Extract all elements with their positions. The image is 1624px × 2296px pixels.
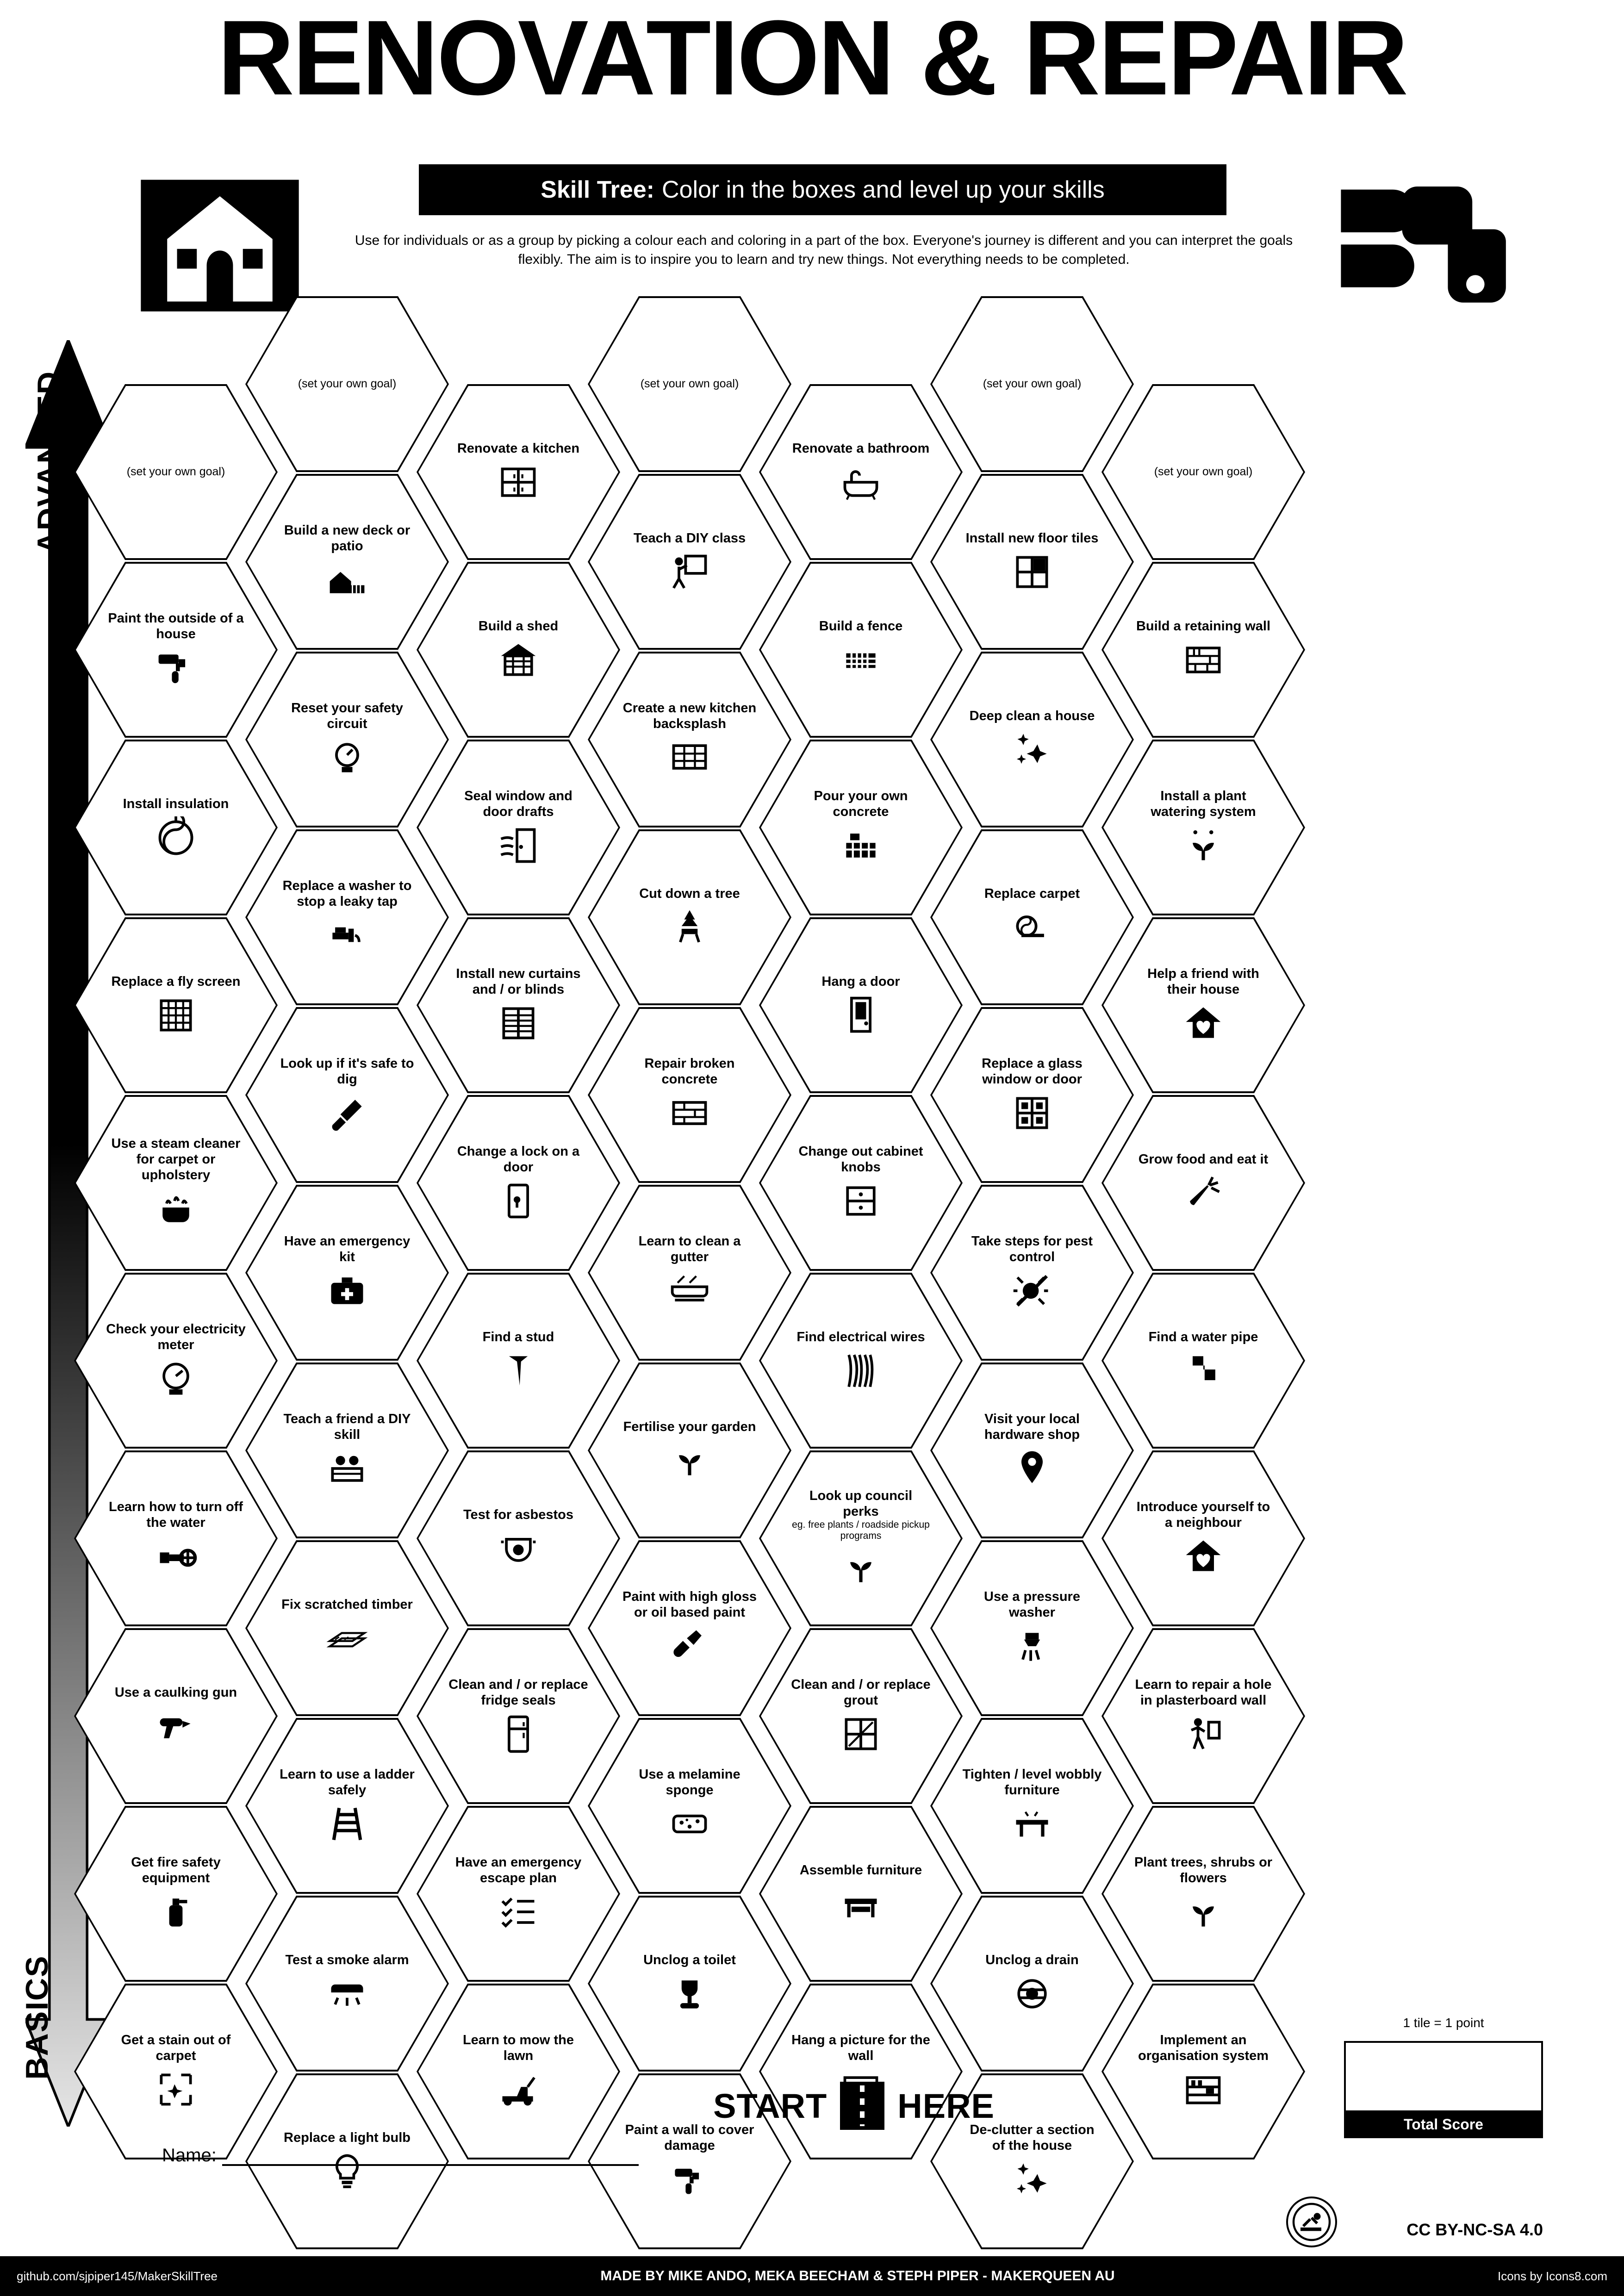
skill-label: Plant trees, shrubs or flowers xyxy=(1134,1854,1273,1885)
skill-label: (set your own goal) xyxy=(298,377,397,391)
map-pin-icon xyxy=(1011,1447,1053,1490)
backsplash-tiles-icon xyxy=(668,736,711,779)
road-icon xyxy=(840,2082,884,2130)
skill-label: Hang a picture for the wall xyxy=(791,2032,930,2063)
skill-label: Repair broken concrete xyxy=(644,1056,735,1087)
toilet-plunger-icon xyxy=(668,1972,711,2015)
steam-cleaner-icon xyxy=(155,1188,197,1230)
blinds-icon xyxy=(497,1002,540,1045)
skill-label: Get fire safety equipment xyxy=(131,1854,221,1885)
stain-removal-icon xyxy=(155,2068,197,2111)
skill-label: Install new curtains and / or blinds xyxy=(456,966,581,997)
start-here-banner xyxy=(680,2078,1027,2134)
skill-label: Replace a fly screen xyxy=(111,974,241,989)
skill-label: De-clutter a section of the house xyxy=(970,2122,1095,2153)
kitchen-cabinet-icon xyxy=(497,461,540,504)
skill-label: Change a lock on a door xyxy=(457,1144,580,1175)
skill-hex-7-6[interactable] xyxy=(1101,1273,1305,1449)
hex-content xyxy=(1101,1273,1305,1449)
total-score-box[interactable] xyxy=(1344,2041,1543,2138)
footer-center: MADE BY MIKE ANDO, MEKA BEECHAM & STEPH PIPER - MAKERQUEEN AU xyxy=(600,2268,1115,2284)
skill-label: Cut down a tree xyxy=(639,886,740,901)
meter-gauge-icon xyxy=(155,1357,197,1400)
hex-content xyxy=(1101,1628,1305,1804)
fire-extinguisher-icon xyxy=(155,1891,197,1933)
skill-label: Unclog a toilet xyxy=(643,1952,736,1967)
window-icon xyxy=(1011,1092,1053,1134)
skill-label: Learn to clean a gutter xyxy=(638,1233,741,1264)
skill-label: Install insulation xyxy=(123,796,229,811)
hex-content xyxy=(1101,1095,1305,1271)
skill-label: Use a caulking gun xyxy=(114,1685,237,1700)
shovel-icon xyxy=(326,1092,368,1134)
hex-content xyxy=(1101,384,1305,560)
shed-icon xyxy=(497,639,540,681)
fridge-icon xyxy=(497,1713,540,1755)
door-lock-icon xyxy=(497,1180,540,1222)
door-draft-icon xyxy=(497,824,540,867)
teach-friend-icon xyxy=(326,1447,368,1490)
pressure-washer-icon xyxy=(1011,1625,1053,1668)
skill-sublabel: eg. free plants / roadside pickup programs xyxy=(792,1519,930,1542)
house-heart-icon xyxy=(1182,1002,1225,1045)
skill-label: Renovate a kitchen xyxy=(457,441,580,456)
hex-content xyxy=(1101,1450,1305,1626)
skill-hex-7-5[interactable] xyxy=(1101,1095,1305,1271)
floor-tiles-icon xyxy=(1011,551,1053,593)
checklist-icon xyxy=(497,1891,540,1933)
presenter-icon xyxy=(668,551,711,593)
ladder-icon xyxy=(326,1803,368,1845)
skill-label: Pour your own concrete xyxy=(814,788,908,819)
page-footer xyxy=(0,2256,1624,2296)
skill-hex-7-3[interactable] xyxy=(1101,740,1305,915)
skill-label: Seal window and door drafts xyxy=(464,788,572,819)
bathtub-icon xyxy=(840,461,882,504)
page-title: RENOVATION & REPAIR xyxy=(217,0,1407,117)
hex-content xyxy=(1101,1984,1305,2159)
footer-right[interactable]: Icons by Icons8.com xyxy=(1497,2269,1607,2283)
skill-label: Grow food and eat it xyxy=(1138,1151,1269,1167)
skill-label: Install a plant watering system xyxy=(1151,788,1256,819)
shelving-icon xyxy=(1182,2068,1225,2111)
hex-content xyxy=(1101,1806,1305,1982)
skill-label: Use a steam cleaner for carpet or upholstery xyxy=(111,1136,241,1183)
paint-brush-small-icon xyxy=(668,1625,711,1668)
skill-label: Hang a door xyxy=(821,974,900,989)
skill-label: Assemble furniture xyxy=(799,1862,922,1878)
skill-hex-7-4[interactable] xyxy=(1101,917,1305,1093)
skill-label: Look up council perks xyxy=(809,1488,913,1519)
sparkle-clean-icon xyxy=(1011,728,1053,771)
skill-label: Clean and / or replace fridge seals xyxy=(448,1677,588,1708)
plant-sprout-icon xyxy=(1182,1891,1225,1933)
brick-wall-icon xyxy=(1182,639,1225,681)
subtitle-lead: Skill Tree: xyxy=(541,176,654,203)
here-label: HERE xyxy=(897,2086,995,2125)
cabinet-knobs-icon xyxy=(840,1180,882,1222)
tree-stump-icon xyxy=(668,906,711,949)
skill-label: Find electrical wires xyxy=(796,1329,925,1344)
skill-label: Reset your safety circuit xyxy=(291,700,403,731)
skill-label: Have an emergency escape plan xyxy=(455,1854,582,1885)
nail-icon xyxy=(497,1350,540,1392)
carrot-icon xyxy=(1182,1172,1225,1214)
skill-label: (set your own goal) xyxy=(126,465,225,479)
skill-label: Use a melamine sponge xyxy=(639,1767,740,1798)
name-input-rule[interactable] xyxy=(222,2163,639,2166)
skill-label: Use a pressure washer xyxy=(984,1589,1080,1620)
hex-content xyxy=(1101,917,1305,1093)
timber-planks-icon xyxy=(326,1617,368,1660)
respirator-mask-icon xyxy=(497,1527,540,1570)
axis-label-advanced: ADVANCED xyxy=(31,370,66,554)
skill-label: Build a shed xyxy=(478,618,559,634)
skill-label: Take steps for pest control xyxy=(971,1233,1093,1264)
hex-content xyxy=(1101,562,1305,738)
skill-label: (set your own goal) xyxy=(1154,465,1253,479)
fence-icon xyxy=(840,639,882,681)
license-text: CC BY-NC-SA 4.0 xyxy=(1406,2220,1543,2239)
score-note: 1 tile = 1 point xyxy=(1403,2016,1484,2030)
door-icon xyxy=(840,994,882,1037)
skill-label: Find a water pipe xyxy=(1148,1329,1258,1344)
gutter-icon xyxy=(668,1269,711,1312)
insulation-roll-icon xyxy=(155,816,197,859)
skill-label: Learn to mow the lawn xyxy=(462,2032,574,2063)
grout-tile-icon xyxy=(840,1713,882,1755)
furniture-table-icon xyxy=(840,1883,882,1925)
skill-label: Paint the outside of a house xyxy=(108,610,244,641)
skill-label: Introduce yourself to a neighbour xyxy=(1136,1499,1270,1530)
plant-sprout-icon xyxy=(840,1546,882,1589)
skill-label: Find a stud xyxy=(482,1329,554,1344)
skill-label: (set your own goal) xyxy=(640,377,739,391)
score-label: Total Score xyxy=(1344,2110,1543,2138)
pipe-icon xyxy=(1182,1350,1225,1392)
paint-roller-icon xyxy=(155,647,197,689)
maker-badge-icon xyxy=(1286,2196,1337,2247)
skill-label: Replace a light bulb xyxy=(284,2130,411,2145)
hex-content xyxy=(1101,740,1305,915)
concrete-block-icon xyxy=(668,1092,711,1134)
skill-label: Clean and / or replace grout xyxy=(791,1677,931,1708)
concrete-pour-icon xyxy=(840,824,882,867)
footer-left[interactable]: github.com/sjpiper145/MakerSkillTree xyxy=(17,2269,218,2283)
skill-label: Fix scratched timber xyxy=(281,1597,413,1612)
pest-control-icon xyxy=(1011,1269,1053,1312)
first-aid-kit-icon xyxy=(326,1269,368,1312)
skill-label: Replace carpet xyxy=(984,886,1080,901)
skill-label: Build a fence xyxy=(819,618,903,634)
skill-hex-7-8[interactable] xyxy=(1101,1628,1305,1804)
wobbly-table-icon xyxy=(1011,1803,1053,1845)
skill-label: Visit your local hardware shop xyxy=(984,1411,1080,1442)
carpet-roll-icon xyxy=(1011,906,1053,949)
caulking-gun-icon xyxy=(155,1705,197,1748)
skill-hex-7-1[interactable] xyxy=(1101,384,1305,560)
deck-house-icon xyxy=(326,559,368,601)
skill-label: Paint a wall to cover damage xyxy=(625,2122,754,2153)
intro-text: Use for individuals or as a group by picking a colour each and coloring in a part of the box. Everyone's journey is different and you can interpret the goals flexibly. The aim is to inspire you to learn and try new things. Not everything needs to be completed. xyxy=(355,233,1293,267)
paint-roller-small-icon xyxy=(668,2158,711,2201)
skill-label: Paint with high gloss or oil based paint xyxy=(622,1589,757,1620)
skill-hex-7-7[interactable] xyxy=(1101,1450,1305,1626)
skill-label: Learn how to turn off the water xyxy=(109,1499,243,1530)
skill-label: Unclog a drain xyxy=(985,1952,1079,1967)
skill-label: Get a stain out of carpet xyxy=(121,2032,231,2063)
fly-screen-icon xyxy=(155,994,197,1037)
name-field[interactable] xyxy=(162,2145,639,2166)
skill-label: Look up if it's safe to dig xyxy=(280,1056,414,1087)
circuit-dial-icon xyxy=(326,736,368,779)
axis-label-basics: BASICS xyxy=(19,1955,55,2080)
skill-label: Have an emergency kit xyxy=(284,1233,411,1264)
lawn-mower-icon xyxy=(497,2068,540,2111)
skill-label: Renovate a bathroom xyxy=(792,441,930,456)
plant-sprout-icon xyxy=(668,1439,711,1482)
skill-label: (set your own goal) xyxy=(983,377,1082,391)
skill-label: Replace a glass window or door xyxy=(982,1056,1083,1087)
electrical-wires-icon xyxy=(840,1350,882,1392)
skill-label: Test a smoke alarm xyxy=(285,1952,409,1967)
skill-label: Teach a DIY class xyxy=(633,530,746,546)
skill-label: Install new floor tiles xyxy=(965,530,1099,546)
skill-hex-7-10[interactable] xyxy=(1101,1984,1305,2159)
skill-label: Change out cabinet knobs xyxy=(798,1144,923,1175)
watering-plant-icon xyxy=(1182,824,1225,867)
sparkle-clean-icon xyxy=(1011,2158,1053,2201)
skill-label: Help a friend with their house xyxy=(1147,966,1259,997)
skill-label: Fertilise your garden xyxy=(623,1419,756,1434)
skill-hex-7-2[interactable] xyxy=(1101,562,1305,738)
skill-label: Implement an organisation system xyxy=(1138,2032,1269,2063)
name-label: Name: xyxy=(162,2145,217,2165)
skill-label: Teach a friend a DIY skill xyxy=(283,1411,411,1442)
smoke-alarm-icon xyxy=(326,1972,368,2015)
house-heart-icon xyxy=(1182,1535,1225,1578)
water-valve-icon xyxy=(155,1535,197,1578)
skill-label: Build a retaining wall xyxy=(1136,618,1271,634)
skill-label: Test for asbestos xyxy=(463,1507,573,1522)
plasterboard-repair-icon xyxy=(1182,1713,1225,1755)
sponge-icon xyxy=(668,1803,711,1845)
skill-label: Replace a washer to stop a leaky tap xyxy=(282,878,412,909)
start-label: START xyxy=(713,2086,828,2125)
skill-label: Deep clean a house xyxy=(969,708,1095,723)
skill-label: Learn to use a ladder safely xyxy=(280,1767,415,1798)
tap-icon xyxy=(326,914,368,957)
skill-hex-7-9[interactable] xyxy=(1101,1806,1305,1982)
skill-label: Create a new kitchen backsplash xyxy=(622,700,757,731)
skill-label: Tighten / level wobbly furniture xyxy=(962,1767,1102,1798)
subtitle-rest: Color in the boxes and level up your skills xyxy=(661,176,1105,203)
skill-label: Learn to repair a hole in plasterboard wall xyxy=(1135,1677,1272,1708)
skill-label: Check your electricity meter xyxy=(106,1321,246,1352)
skill-label: Build a new deck or patio xyxy=(284,523,411,554)
drain-icon xyxy=(1011,1972,1053,2015)
